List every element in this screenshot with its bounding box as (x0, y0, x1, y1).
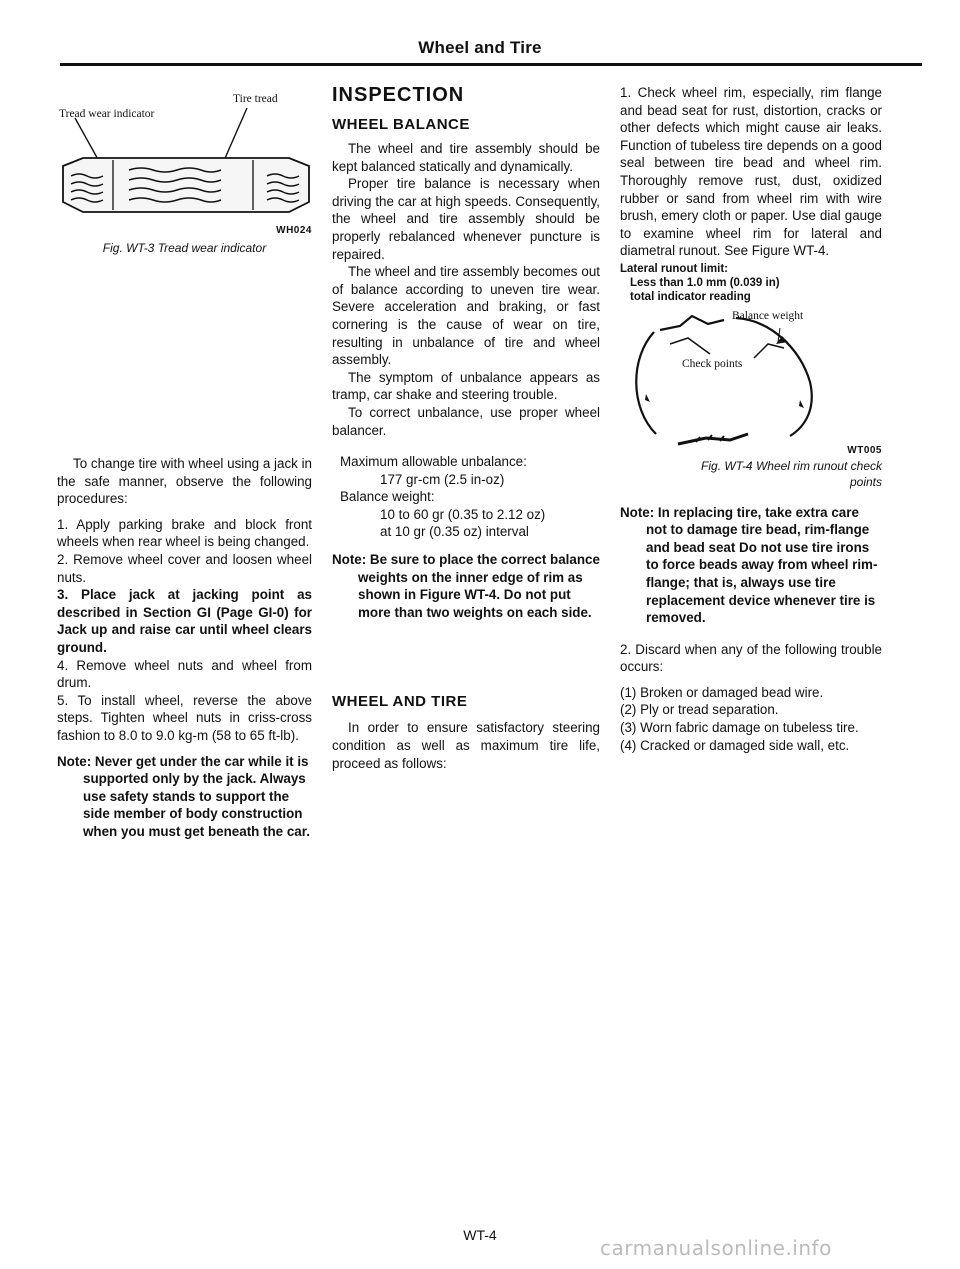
limit-value-2: total indicator reading (630, 290, 751, 303)
note-balance-weights: Note: Be sure to place the correct balance weights on the inner edge of rim as shown in Figure WT-4. Do not put more than two weights on each side. (332, 552, 600, 620)
trouble-item-4: (4) Cracked or damaged side wall, etc. (620, 737, 850, 753)
fig3-label-left: Tread wear indicator (59, 108, 155, 120)
fig4-label-points: Check points (682, 357, 743, 370)
fig4-code: WT005 (847, 444, 882, 456)
figure-wt3 (57, 84, 312, 269)
trouble-item-2: (2) Ply or tread separation. (620, 702, 779, 718)
heading-inspection: INSPECTION (332, 84, 465, 106)
spec-value-weight-range: 10 to 60 gr (0.35 to 2.12 oz) (380, 506, 546, 522)
balance-para-3: The wheel and tire assembly becomes out of balance according to uneven tire wear. Severe acceleration and braking, or fast cornering is the cause of wear on tire, resulting in unbalance of tire and wheel assembly. (332, 264, 600, 368)
spec-value-weight-interval: at 10 gr (0.35 oz) interval (380, 524, 529, 540)
trouble-item-1: (1) Broken or damaged bead wire. (620, 684, 824, 700)
discard-paragraph: 2. Discard when any of the following trouble occurs: (620, 641, 882, 675)
check-rim-paragraph: 1. Check wheel rim, especially, rim flange and bead seat for rust, distortion, cracks or other defects which might cause air leaks. Function of tubeless tire depends on a good seal between tire bead and wheel rim. Thoroughly remove rust, dust, oxidized rubber or sand from wheel rim with wire brush, emery cloth or paper. Use dial gauge to examine wheel rim for lateral and diametral runout. See Figure WT-4. (620, 85, 882, 259)
step-2: 2. Remove wheel cover and loosen wheel nuts. (57, 551, 312, 585)
watermark: carmanualsonline.info (600, 1236, 832, 1260)
wheel-tire-intro: In order to ensure satisfactory steering condition as well as maximum tire life, proceed as follows: (332, 720, 600, 771)
spec-label-unbalance: Maximum allowable unbalance: (340, 454, 527, 470)
spec-value-unbalance: 177 gr-cm (2.5 in-oz) (380, 471, 505, 487)
step-3: 3. Place jack at jacking point as described in Section GI (Page GI-0) for Jack up and raise car until wheel clears ground. (57, 587, 312, 655)
note-tire-replacement: Note: In replacing tire, take extra care not to damage tire bead, rim-flange and bead seat Do not use tire irons to force beads away from wheel rim-flange; that is, always use tire replacement device whenever tire is removed. (620, 504, 878, 626)
balance-para-1: The wheel and tire assembly should be kept balanced statically and dynamically. (332, 141, 600, 174)
fig3-caption: Fig. WT-3 Tread wear indicator (102, 241, 267, 255)
fig4-label-weight: Balance weight (732, 309, 804, 322)
intro-paragraph: To change tire with wheel using a jack in the safe manner, observe the following procedures: (57, 456, 312, 507)
trouble-item-3: (3) Worn fabric damage on tubeless tire. (620, 720, 859, 736)
step-1: 1. Apply parking brake and block front wheels when rear wheel is being changed. (57, 516, 312, 550)
step-5: 5. To install wheel, reverse the above steps. Tighten wheel nuts in criss-cross fashion to 8.0 to 9.0 kg-m (58 to 65 ft-lb). (57, 692, 312, 743)
tread-wear-diagram (57, 84, 312, 234)
limit-value-1: Less than 1.0 mm (0.039 in) (630, 276, 780, 289)
heading-wheel-balance: WHEEL BALANCE (332, 116, 470, 133)
fig3-code: WH024 (276, 225, 312, 236)
header-rule (60, 63, 922, 66)
figure-wt4 (620, 308, 882, 476)
balance-para-5: To correct unbalance, use proper wheel balancer. (332, 404, 600, 438)
limit-label: Lateral runout limit: (620, 262, 728, 275)
column-right (620, 84, 882, 754)
runout-limit (620, 262, 882, 304)
step-4: 4. Remove wheel nuts and wheel from drum. (57, 657, 312, 691)
fig4-caption-line2: points (849, 474, 882, 489)
note-jack-safety: Note: Never get under the car while it is supported only by the jack. Always use safety stands to support the side member of body construction when you must get beneath the car. (57, 753, 310, 839)
rim-runout-diagram (620, 308, 882, 448)
column-left (57, 84, 312, 840)
page-header: Wheel and Tire (418, 38, 542, 57)
fig4-caption-line1: Fig. WT-4 Wheel rim runout check (701, 458, 882, 473)
page-number: WT-4 (463, 1227, 497, 1243)
fig3-label-right: Tire tread (233, 93, 278, 105)
column-middle (332, 84, 600, 772)
balance-para-2: Proper tire balance is necessary when driving the car at high speeds. Consequently, the wheel and tire assembly should be properly rebalanced whenever puncture is repaired. (332, 176, 600, 262)
balance-para-4: The symptom of unbalance appears as tramp, car shake and steering trouble. (332, 369, 600, 403)
balance-specs (332, 453, 600, 541)
spec-label-weight: Balance weight: (340, 489, 435, 505)
heading-wheel-and-tire: WHEEL AND TIRE (332, 693, 468, 711)
